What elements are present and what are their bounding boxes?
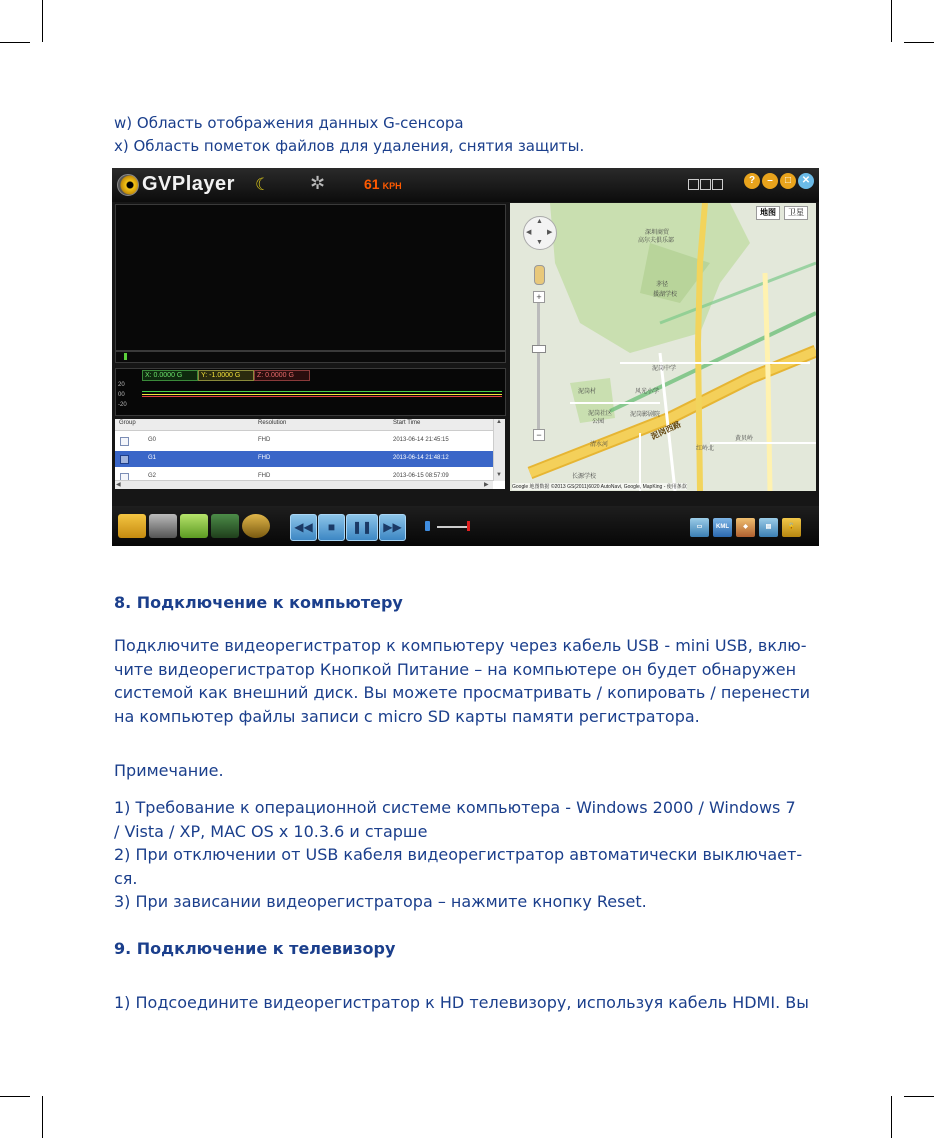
column-header-resolution[interactable]: Resolution [258,420,287,426]
section-9-paragraph [114,991,826,1015]
map-type-satellite-button[interactable]: 卫星 [784,206,808,220]
crop-mark [42,0,43,42]
maximize-button[interactable]: □ [780,173,796,189]
cell-resolution: FHD [258,473,271,479]
map-label: 长源学校 [572,474,597,480]
scroll-down-icon[interactable]: ▼ [496,472,502,478]
map-label: 风光小学 [635,389,660,395]
crop-mark [0,42,30,43]
paragraph-line: на компьютер файлы записи с micro SD карты памяти регистратора. [114,706,700,726]
gsensor-x-trace [142,391,502,392]
list-item: ся. [114,868,138,888]
speed-readout [364,176,402,192]
cell-start-time: 2013-06-14 21:48:12 [393,455,449,461]
map-label: 红岭北 [696,446,715,452]
kml-button[interactable]: KML [713,518,732,537]
gsensor-axis-tick: 00 [118,392,125,398]
paragraph-line: Подключите видеорегистратор к компьютеру через кабель USB - mini USB, вклю- [114,636,807,655]
cell-start-time: 2013-06-14 21:45:15 [393,437,449,443]
map-canvas [510,203,816,491]
intro-legend [114,112,584,158]
close-button[interactable]: ✕ [798,173,814,189]
minimize-button[interactable]: – [762,173,778,189]
settings-button[interactable] [211,514,239,538]
map-type-map-button[interactable]: 地图 [756,206,780,220]
row-checkbox[interactable] [120,455,129,464]
google-earth-button[interactable]: ◆ [736,518,755,537]
crop-mark [891,0,892,42]
playback-progress-bar[interactable] [115,351,506,363]
gsensor-z-readout: Z: 0.0000 G [254,370,310,381]
section-8-title: 8. Подключение к компьютеру [114,593,403,612]
map-panel[interactable] [510,203,816,491]
map-label: 深圳商贸 [645,230,670,236]
gsensor-axis-tick: 20 [118,382,125,388]
map-label: 茅径 [656,282,669,288]
map-label: 清水河 [590,442,609,448]
speed-value: 61 [364,176,380,192]
fast-forward-button[interactable]: ▶▶ [379,514,406,541]
table-row[interactable] [115,433,493,449]
volume-slider[interactable] [437,526,469,528]
zoom-slider-track[interactable] [537,295,540,435]
gsensor-panel [115,368,506,416]
map-label: 公园 [592,419,605,425]
map-label: 泥岗社区 [588,411,613,417]
speed-unit: KPH [382,181,402,191]
zoom-out-button[interactable]: − [533,429,545,441]
gsensor-x-readout: X: 0.0000 G [142,370,198,381]
paragraph-line: 1) Подсоедините видеорегистратор к HD телевизору, используя кабель HDMI. Вы [114,993,809,1012]
legend-item-x: x) Область пометок файлов для удаления, снятия защиты. [114,137,585,155]
cell-resolution: FHD [258,455,271,461]
pan-left-icon[interactable]: ◀ [526,229,532,236]
file-list-header [115,419,493,431]
crop-mark [42,1096,43,1138]
help-button[interactable]: ? [744,173,760,189]
gvplayer-logo-icon [117,174,139,196]
gsensor-z-trace [142,396,502,397]
cell-start-time: 2013-06-15 08:57:09 [393,473,449,479]
road-label: 泥岗西路 [649,419,683,442]
pegman-icon[interactable] [534,265,545,285]
zoom-in-button[interactable]: + [533,291,545,303]
scroll-right-icon[interactable]: ▶ [484,482,489,488]
scroll-up-icon[interactable]: ▲ [496,419,502,425]
gvplayer-screenshot [112,168,819,546]
zoom-slider-handle[interactable] [532,345,546,353]
pan-right-icon[interactable]: ▶ [547,229,553,236]
rewind-button[interactable]: ◀◀ [290,514,317,541]
file-list-table [115,419,505,489]
open-folder-button[interactable] [118,514,146,538]
table-row[interactable] [115,451,493,467]
chart-button[interactable]: ▤ [759,518,778,537]
map-label: 高尔夫俱乐部 [638,238,675,244]
export-button[interactable]: ▭ [690,518,709,537]
notes-list [114,796,826,914]
pan-down-icon[interactable]: ▼ [536,239,543,246]
progress-handle[interactable] [124,353,127,360]
snapshot-button[interactable] [149,514,177,538]
horizontal-scrollbar[interactable] [115,480,493,489]
list-item: 3) При зависании видеорегистратора – нажмите кнопку Reset. [114,892,647,911]
speed-unit-button[interactable] [242,514,270,538]
row-checkbox[interactable] [120,437,129,446]
gsensor-y-trace [142,394,502,395]
map-label: 泥岗影剧院 [630,412,661,418]
map-label: 泥岗村 [578,389,597,395]
crop-mark [0,1096,30,1097]
video-area[interactable] [115,204,506,351]
map-attribution: Google 地图数据 ©2013 GS(2011)6020 AutoNavi, Google, MapKing - 使用条款 [512,484,687,490]
crop-mark [904,1096,934,1097]
map-label: 援湖学校 [653,292,678,298]
pan-up-icon[interactable]: ▲ [536,218,543,225]
list-item: 1) Требование к операционной системе компьютера - Windows 2000 / Windows 7 [114,798,796,817]
volume-slider-handle[interactable] [467,521,470,531]
cell-group: G1 [148,455,157,461]
unlock-button[interactable]: 🔓 [782,518,801,537]
vertical-scrollbar[interactable] [493,419,505,481]
list-item: 2) При отключении от USB кабеля видеорегистратор автоматически выключает- [114,845,803,864]
night-mode-icon: ☾ [255,175,271,194]
layout-single-icon[interactable] [688,179,699,190]
cell-group: G2 [148,473,157,479]
paragraph-line: чите видеорегистратор Кнопкой Питание – на компьютере он будет обнаружен [114,659,797,679]
satellite-icon: ✲ [310,173,326,193]
cell-group: G0 [148,437,157,443]
note-title: Примечание. [114,761,224,780]
layout-double-icon[interactable] [700,179,711,190]
app-title: GVPlayer [142,173,235,195]
crop-mark [904,42,934,43]
volume-icon [425,521,430,531]
column-header-start-time[interactable]: Start Time [393,420,421,426]
column-header-group[interactable]: Group [119,420,136,426]
gsensor-y-readout: Y: -1.0000 G [198,370,254,381]
pause-button[interactable]: ❚❚ [346,514,378,541]
cell-resolution: FHD [258,437,271,443]
list-item: / Vista / XP, MAC OS x 10.3.6 и старше [114,821,428,841]
crop-mark [891,1096,892,1138]
legend-item-w: w) Область отображения данных G-сенсора [114,114,464,132]
scroll-left-icon[interactable]: ◀ [116,482,121,488]
player-titlebar [112,168,819,202]
map-button[interactable] [180,514,208,538]
map-label: 黄贝岭 [735,436,754,442]
layout-triple-icon[interactable] [712,179,723,190]
stop-button[interactable]: ■ [318,514,345,541]
player-control-bar [112,506,819,546]
map-label: 泥岗中学 [652,366,677,372]
section-8-paragraph [114,634,826,728]
paragraph-line: системой как внешний диск. Вы можете просматривать / копировать / перенести [114,683,811,702]
map-pan-control[interactable] [523,216,557,250]
section-9-title: 9. Подключение к телевизору [114,939,396,958]
gsensor-axis-tick: -20 [118,402,127,408]
